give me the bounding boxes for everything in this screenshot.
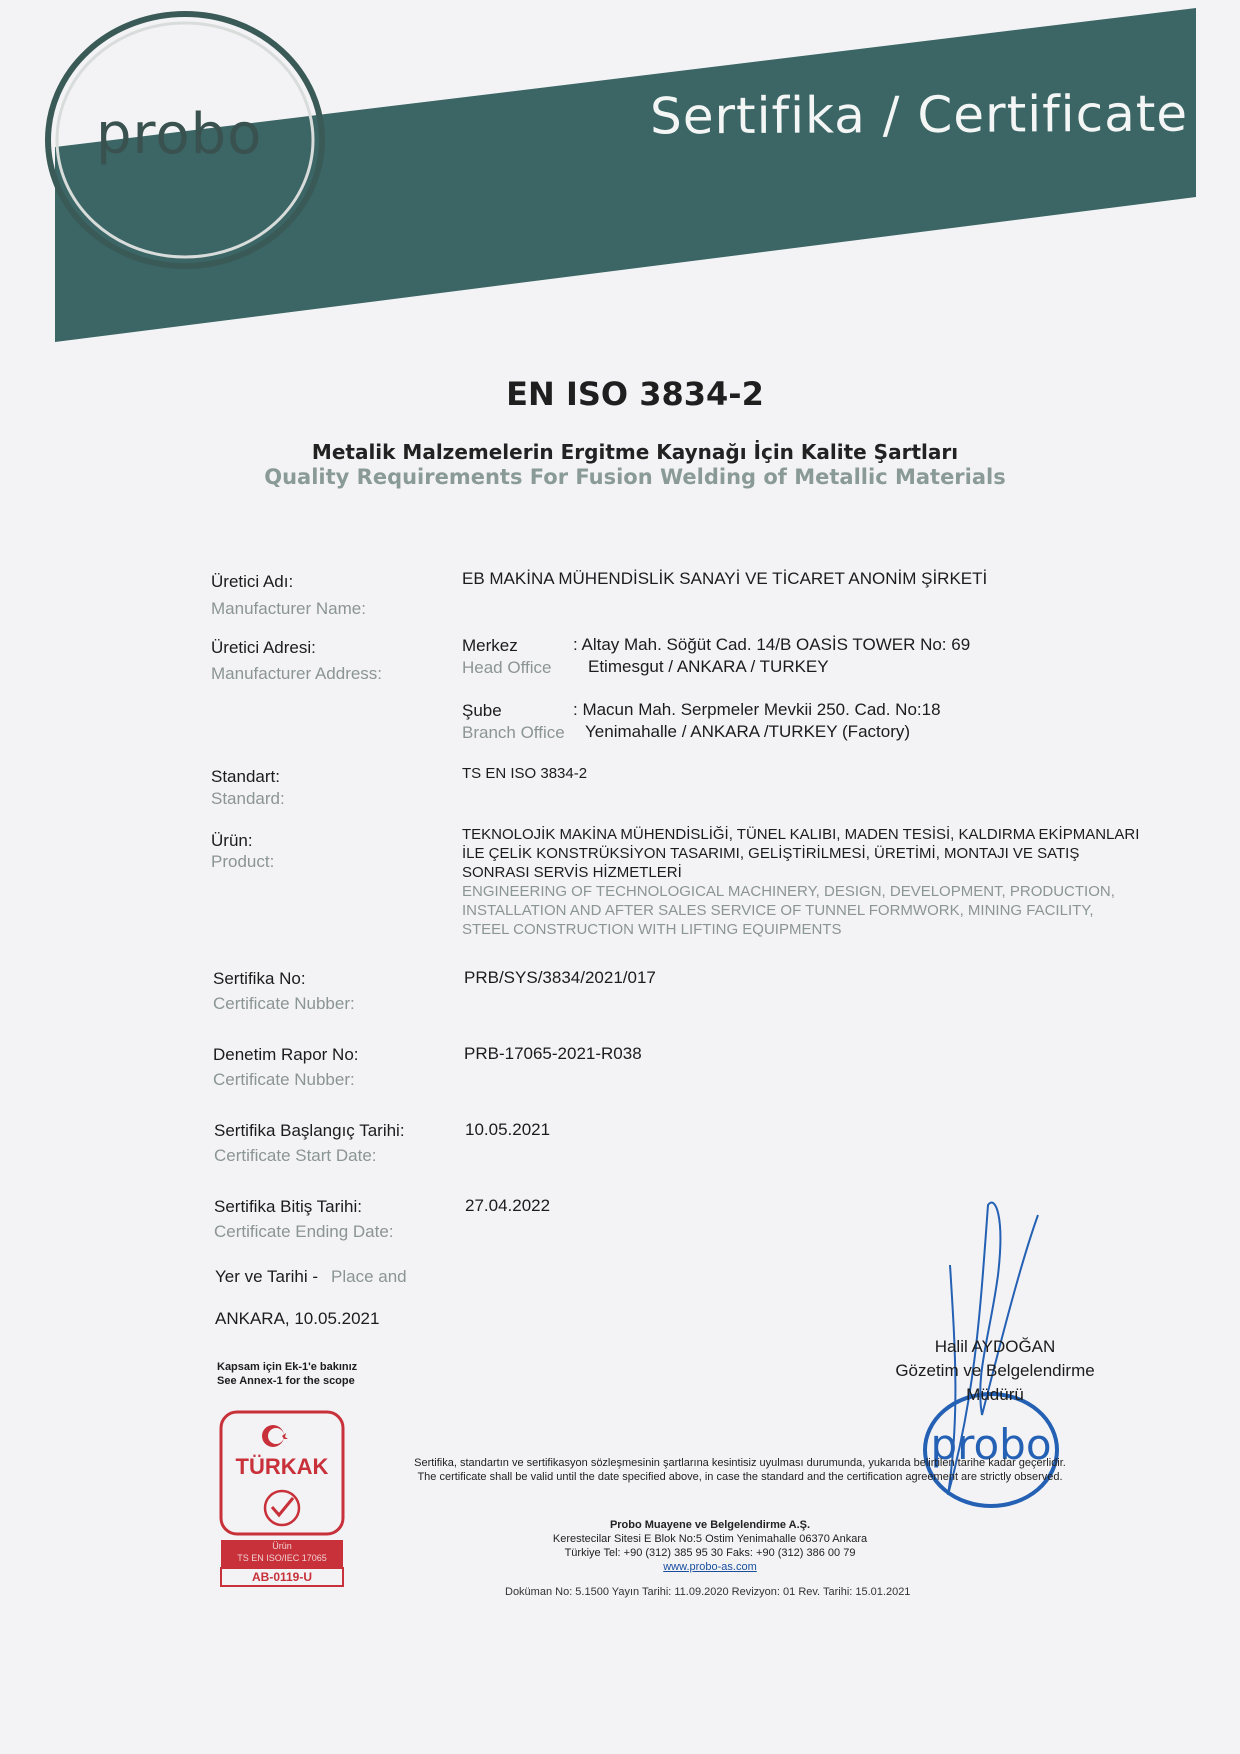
branch-label-tr: Şube xyxy=(462,701,502,720)
place-value: ANKARA, 10.05.2021 xyxy=(215,1309,380,1328)
scope-note-en: See Annex-1 for the scope xyxy=(217,1375,355,1387)
head-office-label-en: Head Office xyxy=(462,658,552,677)
head-office-line1: : Altay Mah. Söğüt Cad. 14/B OASİS TOWER No: 69 xyxy=(573,635,971,654)
head-office-line2: Etimesgut / ANKARA / TURKEY xyxy=(588,657,829,676)
manufacturer-value: EB MAKİNA MÜHENDİSLİK SANAYİ VE TİCARET ANONİM ŞİRKETİ xyxy=(462,569,988,588)
signatory-title-line2: Müdürü xyxy=(966,1385,1024,1404)
manufacturer-label-en: Manufacturer Name: xyxy=(211,599,366,618)
audit-label-tr: Denetim Rapor No: xyxy=(213,1045,359,1064)
company-website-link[interactable]: www.probo-as.com xyxy=(663,1561,757,1573)
branch-label-en: Branch Office xyxy=(462,723,565,742)
standard-value: TS EN ISO 3834-2 xyxy=(462,765,588,782)
product-tr-line3: SONRASI SERVİS HİZMETLERİ xyxy=(462,864,682,881)
end-date-value: 27.04.2022 xyxy=(465,1196,551,1215)
standard-subtitle-tr: Metalik Malzemelerin Ergitme Kaynağı İçin Kalite Şartları xyxy=(311,440,959,464)
address-label-en: Manufacturer Address: xyxy=(211,664,383,683)
validity-notice-tr: Sertifika, standartın ve sertifikasyon sözleşmesinin şartlarına kesintisiz uyulması durumunda, yukarıda belirtilen tarihe kadar geçerlidir. xyxy=(414,1457,1066,1469)
validity-notice xyxy=(380,1456,1100,1484)
standard-label-tr: Standart: xyxy=(211,767,280,786)
turkak-accreditation-mark xyxy=(219,1410,345,1590)
turkak-brand: TÜRKAK xyxy=(235,1454,329,1479)
scope-note-tr: Kapsam için Ek-1'e bakınız xyxy=(217,1361,358,1373)
stamp-text: probo xyxy=(930,1420,1052,1469)
standard-code: EN ISO 3834-2 xyxy=(506,375,764,413)
cert-no-value: PRB/SYS/3834/2021/017 xyxy=(464,968,656,987)
turkak-scope-line2: TS EN ISO/IEC 17065 xyxy=(237,1553,327,1563)
manufacturer-label-tr: Üretici Adı: xyxy=(211,572,294,591)
end-date-label-tr: Sertifika Bitiş Tarihi: xyxy=(214,1197,363,1216)
place-label-en: Place and xyxy=(331,1267,407,1286)
header-banner xyxy=(0,0,1240,360)
signatory-block xyxy=(895,1335,1095,1407)
cert-no-label-en: Certificate Nubber: xyxy=(213,994,355,1013)
certificate-header xyxy=(0,0,1240,360)
turkak-code: AB-0119-U xyxy=(251,1570,313,1584)
product-label-en: Product: xyxy=(211,852,275,871)
standard-label-en: Standard: xyxy=(211,789,285,808)
start-date-value: 10.05.2021 xyxy=(465,1120,551,1139)
company-footer xyxy=(440,1518,980,1574)
company-address: Kerestecilar Sitesi E Blok No:5 Ostim Yenimahalle 06370 Ankara xyxy=(552,1533,868,1545)
company-name: Probo Muayene ve Belgelendirme A.Ş. xyxy=(609,1519,811,1531)
product-label-tr: Ürün: xyxy=(211,831,253,850)
certificate-title: Sertifika / Certificate xyxy=(649,84,1189,146)
audit-value: PRB-17065-2021-R038 xyxy=(464,1044,642,1063)
place-label-tr: Yer ve Tarihi - xyxy=(215,1267,318,1286)
probo-logo: probo xyxy=(96,102,263,167)
scope-note xyxy=(217,1360,357,1388)
start-date-label-en: Certificate Start Date: xyxy=(214,1146,377,1165)
document-reference: Doküman No: 5.1500 Yayın Tarihi: 11.09.2020 Revizyon: 01 Rev. Tarihi: 15.01.2021 xyxy=(505,1586,911,1598)
product-en-line1: ENGINEERING OF TECHNOLOGICAL MACHINERY, DESIGN, DEVELOPMENT, PRODUCTION, xyxy=(462,883,1115,900)
product-en-line2: INSTALLATION AND AFTER SALES SERVICE OF TUNNEL FORMWORK, MINING FACILITY, xyxy=(462,902,1094,919)
signatory-title-line1: Gözetim ve Belgelendirme xyxy=(895,1361,1095,1380)
turkak-mark-graphic xyxy=(219,1410,345,1590)
branch-line2: Yenimahalle / ANKARA /TURKEY (Factory) xyxy=(585,722,911,741)
product-tr-line2: İLE ÇELİK KONSTRÜKSİYON TASARIMI, GELİŞTİRİLMESİ, ÜRETİMİ, MONTAJI VE SATIŞ xyxy=(462,845,1080,862)
company-phone: Türkiye Tel: +90 (312) 385 95 30 Faks: +90 (312) 386 00 79 xyxy=(564,1547,856,1559)
standard-subtitle-en: Quality Requirements For Fusion Welding of Metallic Materials xyxy=(264,465,1006,489)
signatory-name: Halil AYDOĞAN xyxy=(934,1337,1056,1356)
product-en-line3: STEEL CONSTRUCTION WITH LIFTING EQUIPMENTS xyxy=(462,921,842,938)
audit-label-en: Certificate Nubber: xyxy=(213,1070,355,1089)
cert-no-label-tr: Sertifika No: xyxy=(213,969,306,988)
head-office-label-tr: Merkez xyxy=(462,636,518,655)
turkak-scope-line1: Ürün xyxy=(272,1541,292,1551)
end-date-label-en: Certificate Ending Date: xyxy=(214,1222,394,1241)
start-date-label-tr: Sertifika Başlangıç Tarihi: xyxy=(214,1121,405,1140)
product-tr-line1: TEKNOLOJİK MAKİNA MÜHENDİSLİĞİ, TÜNEL KALIBI, MADEN TESİSİ, KALDIRMA EKİPMANLARI xyxy=(462,826,1140,843)
validity-notice-en: The certificate shall be valid until the date specified above, in case the standard and the certification agreement are strictly observed. xyxy=(417,1471,1063,1483)
branch-line1: : Macun Mah. Serpmeler Mevkii 250. Cad. No:18 xyxy=(573,700,941,719)
address-label-tr: Üretici Adresi: xyxy=(211,638,316,657)
